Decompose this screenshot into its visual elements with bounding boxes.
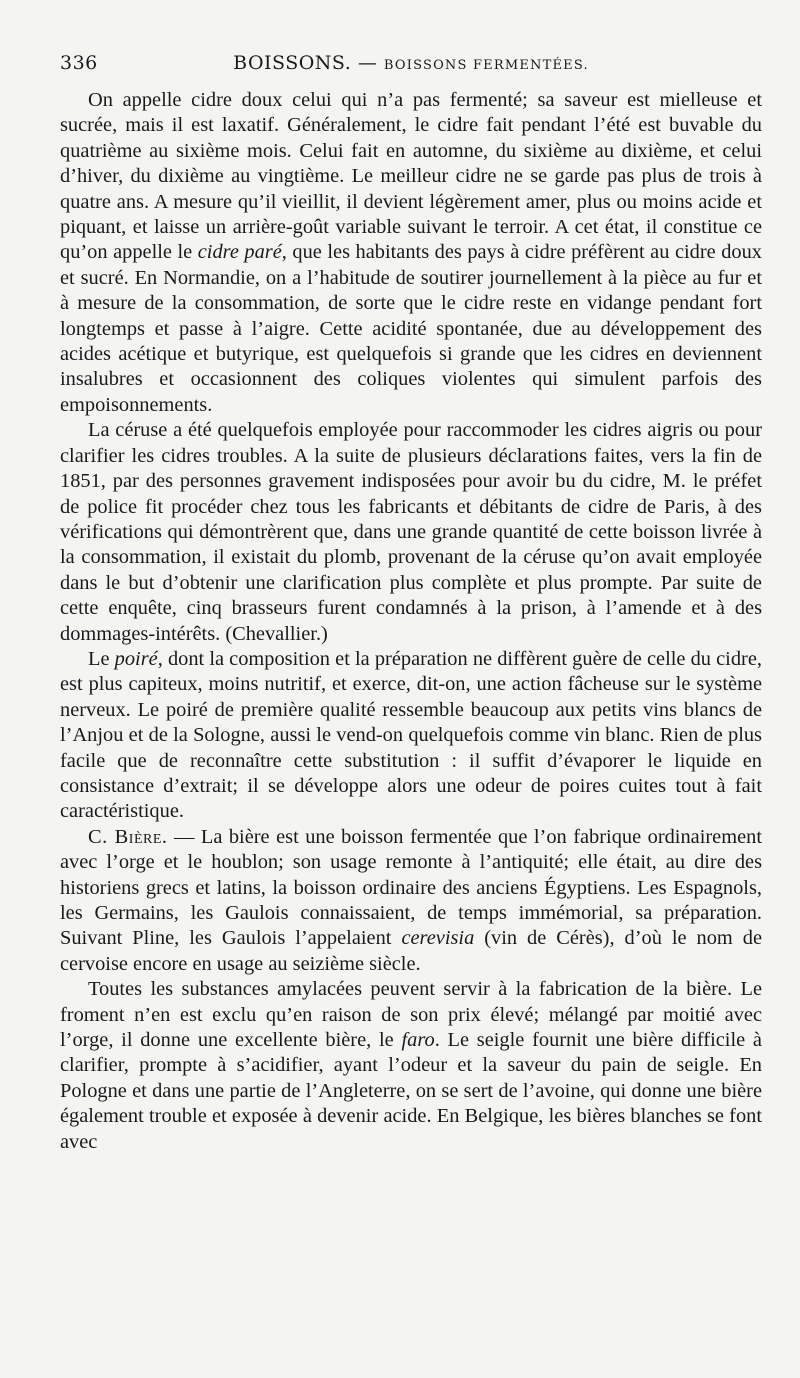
running-head xyxy=(60,48,762,88)
section-label-biere: C. Bière. xyxy=(88,825,168,848)
term-cidre-pare: cidre paré xyxy=(197,241,282,264)
paragraph-text: On appelle cidre doux celui qui n’a pas fermenté; sa saveur est mielleuse et sucrée, mais il est laxatif. Généralement, le cidre fait pendant l’été est buvable du quatrième au sixième mois. Celui fait en automne, du sixième au dixième, et celui d’hiver, du dixième au vingtième. Le meilleur cidre ne se garde pas plus de trois à quatre ans. A mesure qu’il vieillit, il devient légèrement amer, plus ou moins acide et piquant, et laisse un arrière-goût variable suivant le terroir. A cet état, il constitue ce qu’on appelle le xyxy=(60,89,762,264)
paragraph-text: , dont la composition et la préparation ne diffèrent guère de celle du cidre, est plus capiteux, moins nutritif, et exerce, dit-on, une action fâcheuse sur le système nerveux. Le poiré de première qualité ressemble beaucoup aux petits vins blancs de l’Anjou et de la Sologne, aussi le vend-on quelquefois comme vin blanc. Rien de plus facile que de reconnaître cette substitution : il suffit d’évaporer le liquide en consistance d’extrait; il se développe alors une odeur de poires cuites tout à fait caractéristique. xyxy=(60,647,762,823)
paragraph-text: . Le seigle fournit une bière difficile à clarifier, prompte à s’acidifier, ayant l’odeur et la saveur du pain de seigle. En Pologne et dans une partie de l’Angleterre, on se sert de l’avoine, qui donne une bière également trouble et exposée à devenir acide. En Belgique, les bières blanches se font avec xyxy=(60,1029,762,1153)
running-title-sub: BOISSONS FERMENTÉES. xyxy=(383,58,589,73)
term-cerevisia: cerevisia xyxy=(401,927,475,950)
running-title xyxy=(60,52,762,74)
term-faro: faro xyxy=(401,1029,435,1052)
paragraph-substances xyxy=(60,977,762,1155)
body-text xyxy=(60,88,762,1155)
paragraph-ceruse xyxy=(60,418,762,647)
paragraph-cidre-doux xyxy=(60,88,762,418)
term-poire: poiré xyxy=(114,647,158,670)
paragraph-text: Toutes les substances amylacées peuvent servir à la fabrication de la bière. Le froment n’en est exclu qu’en raison de son prix élevé; mélangé par moitié avec l’orge, il donne une excellente bière, le xyxy=(60,978,762,1052)
paragraph-text: (vin de Cérès), d’où le nom de cervoise encore en usage au seizième siècle. xyxy=(60,927,762,975)
paragraph-text: , que les habitants des pays à cidre préfèrent au cidre doux et sucré. En Normandie, on a l’habitude de soutirer journellement à la pièce au fur et à mesure de la consommation, de sorte que le cidre reste en vidange pendant fort longtemps et passe à l’aigre. Cette acidité spontanée, due au développement des acides acétique et butyrique, est quelquefois si grande que les cidres en deviennent insalubres et occasionnent des coliques violentes qui simulent parfois des empoisonnements. xyxy=(60,241,762,416)
paragraph-text: La céruse a été quelquefois employée pour raccommoder les cidres aigris ou pour clarifier les cidres troubles. A la suite de plusieurs déclarations faites, vers la fin de 1851, par des personnes gravement indisposées pour avoir bu du cidre, M. le préfet de police fit procéder chez tous les fabricants et débitants de cidre de Paris, à des vérifications qui démontrèrent que, dans une grande quantité de cette boisson livrée à la consommation, il existait du plomb, provenant de la céruse qu’on avait employée dans le but d’obtenir une clarification plus complète et plus prompte. Par suite de cette enquête, cinq brasseurs furent condamnés à la prison, à l’amende et à des dommages-intérêts. (Chevallier.) xyxy=(60,419,762,645)
page-number: 336 xyxy=(60,52,98,74)
paragraph-biere xyxy=(60,825,762,977)
running-title-main: BOISSONS. xyxy=(233,52,352,74)
running-title-separator: — xyxy=(357,52,378,74)
paragraph-text: — La bière est une boisson fermentée que l’on fabrique ordinairement avec l’orge et le houblon; son usage remonte à l’antiquité; elle était, au dire des historiens grecs et latins, la boisson ordinaire des anciens Égyptiens. Les Espagnols, les Germains, les Gaulois connaissaient, de temps immémorial, sa préparation. Suivant Pline, les Gaulois l’appelaient xyxy=(60,825,762,950)
paragraph-poire xyxy=(60,647,762,825)
paragraph-text: Le xyxy=(88,647,110,670)
